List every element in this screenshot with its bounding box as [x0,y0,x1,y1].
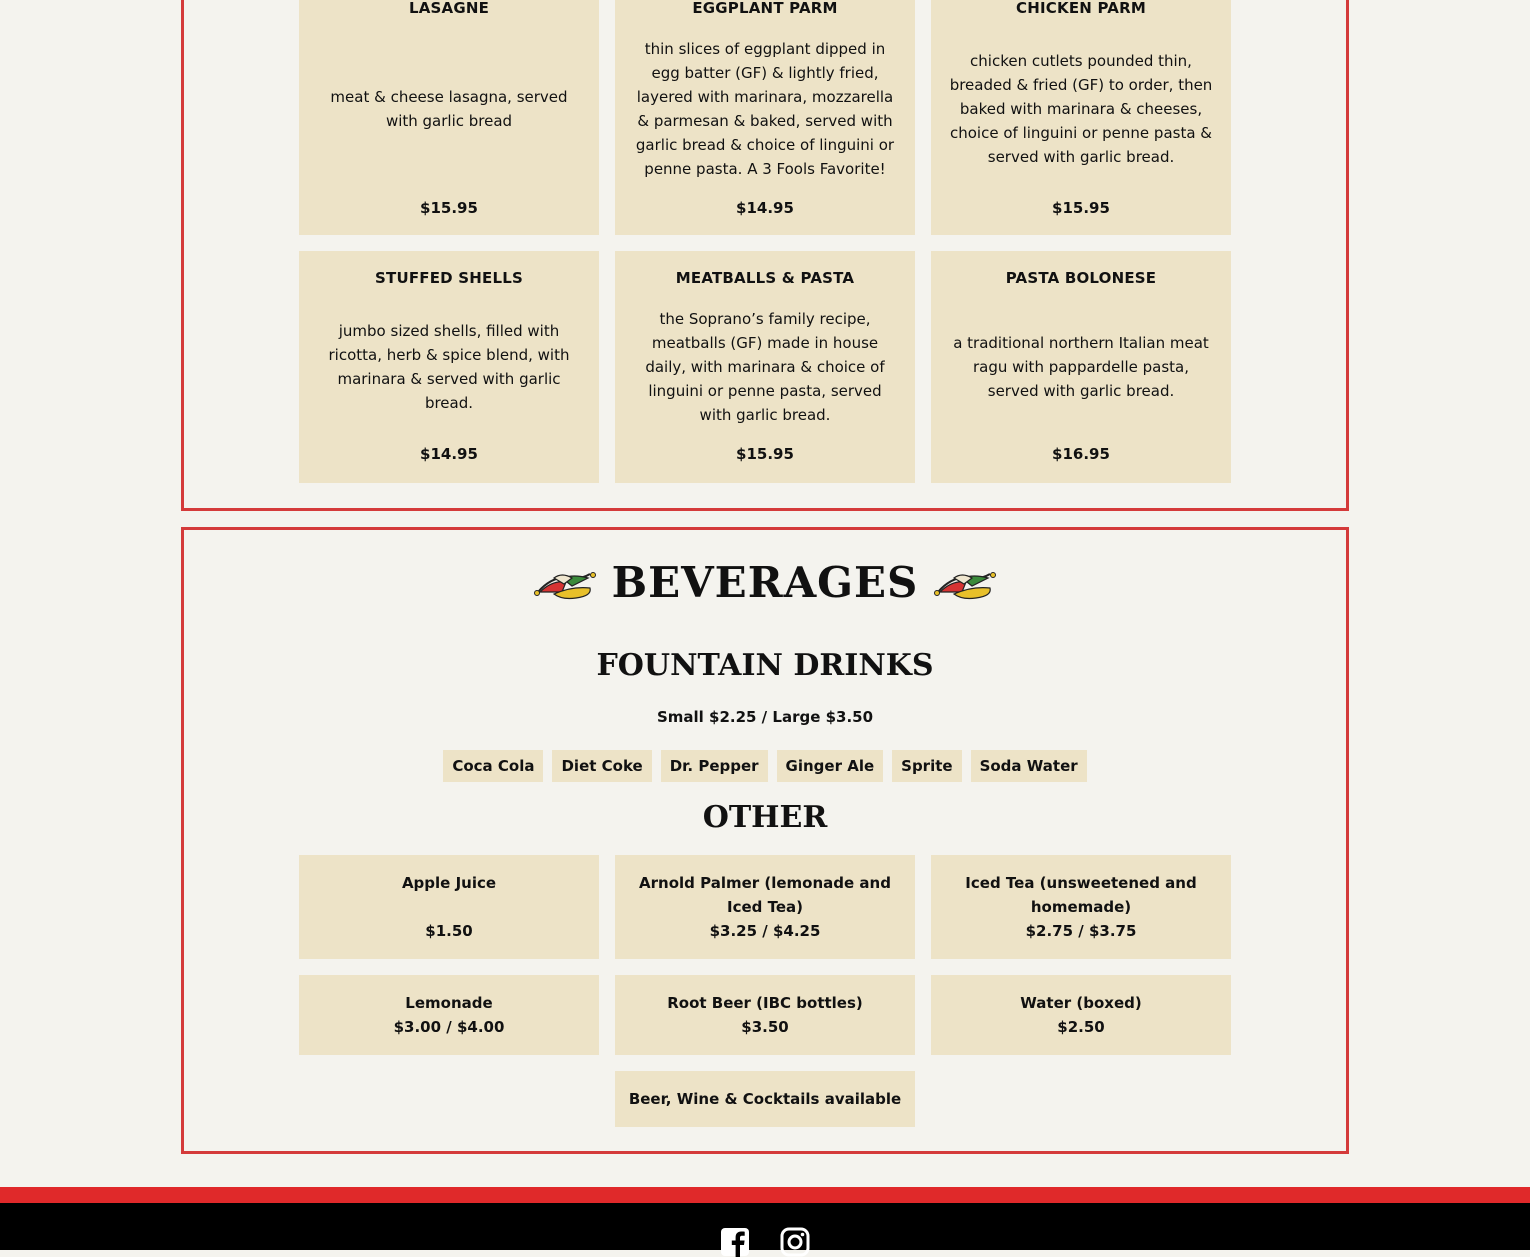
beverage-price: $2.75 / $3.75 [1025,922,1137,940]
menu-item-description: the Soprano’s family recipe, meatballs (GF) made in house daily, with marinara & choice of linguini or penne pasta, served with garlic bread. [645,310,885,424]
beverage-note: Beer, Wine & Cocktails available [628,1090,902,1108]
beverage-card [615,855,915,959]
menu-item-price: $15.95 [1052,199,1110,217]
beverage-price: $3.50 [741,1018,789,1036]
menu-item-price: $14.95 [736,199,794,217]
menu-item-description: thin slices of eggplant dipped in egg batter (GF) & lightly fried, layered with marinara, mozzarella & parmesan & baked, served with garlic bread & choice of linguini or penne pasta. A 3 Fools Favorite! [635,40,895,178]
menu-item-name: MEATBALLS & PASTA [675,269,855,287]
beverage-price: $3.25 / $4.25 [709,922,821,940]
jester-hat-icon [532,570,598,602]
beverage-name: Root Beer (IBC bottles) [667,994,863,1012]
menu-item-price: $16.95 [1052,445,1110,463]
beverage-card [299,975,599,1055]
beverage-card [615,975,915,1055]
beverage-note-card [615,1071,915,1127]
menu-item-card [931,0,1231,235]
menu-item-name: LASAGNE [408,0,490,17]
menu-item-price: $15.95 [420,199,478,217]
section-title [184,558,1346,607]
beverage-name: Apple Juice [401,874,497,892]
menu-item-card [615,251,915,483]
beverage-name: Iced Tea (unsweetened and homemade) [965,874,1197,916]
beverage-name: Water (boxed) [1020,994,1142,1012]
menu-item-name: PASTA BOLONESE [1005,269,1157,287]
drink-chip: Diet Coke [552,750,651,782]
beverage-name: Arnold Palmer (lemonade and Iced Tea) [639,874,891,916]
menu-item-name: CHICKEN PARM [1016,0,1146,17]
menu-item-price: $15.95 [736,445,794,463]
footer [0,1203,1530,1250]
beverage-name: Lemonade [405,994,493,1012]
beverage-card [931,975,1231,1055]
menu-item-card [615,0,915,235]
menu-item-description: a traditional northern Italian meat ragu with pappardelle pasta, served with garlic bread. [953,334,1209,400]
menu-item-card [299,251,599,483]
drink-chip: Ginger Ale [777,750,884,782]
fountain-drinks-heading: FOUNTAIN DRINKS [596,648,934,683]
menu-item-name: EGGPLANT PARM [692,0,838,17]
menu-item-name: STUFFED SHELLS [375,269,523,287]
drink-chip: Coca Cola [443,750,543,782]
beverage-price: $3.00 / $4.00 [393,1018,505,1036]
drink-chip: Sprite [892,750,961,782]
beverage-price: $1.50 [425,922,473,940]
menu-item-price: $14.95 [420,445,478,463]
beverage-card [299,855,599,959]
beverages-title: BEVERAGES [611,558,919,607]
instagram-icon[interactable] [780,1227,810,1257]
beverage-price: $2.50 [1057,1018,1105,1036]
menu-item-card [931,251,1231,483]
jester-hat-icon [932,570,998,602]
drink-chip: Soda Water [971,750,1087,782]
footer-red-bar [0,1187,1530,1203]
menu-item-card [299,0,599,235]
menu-item-description: meat & cheese lasagna, served with garlic bread [330,88,568,130]
menu-item-description: chicken cutlets pounded thin, breaded & fried (GF) to order, then baked with marinara & cheeses, choice of linguini or penne pasta & served with garlic bread. [949,52,1213,166]
beverage-card [931,855,1231,959]
fountain-price: Small $2.25 / Large $3.50 [656,708,874,726]
other-heading: OTHER [702,800,828,835]
pasta-section [181,0,1349,511]
drink-chip: Dr. Pepper [661,750,768,782]
menu-item-description: jumbo sized shells, filled with ricotta, herb & spice blend, with marinara & served with garlic bread. [328,322,570,412]
fountain-drinks-list [184,750,1346,782]
facebook-icon[interactable] [720,1227,750,1257]
beverages-section [181,527,1349,1154]
